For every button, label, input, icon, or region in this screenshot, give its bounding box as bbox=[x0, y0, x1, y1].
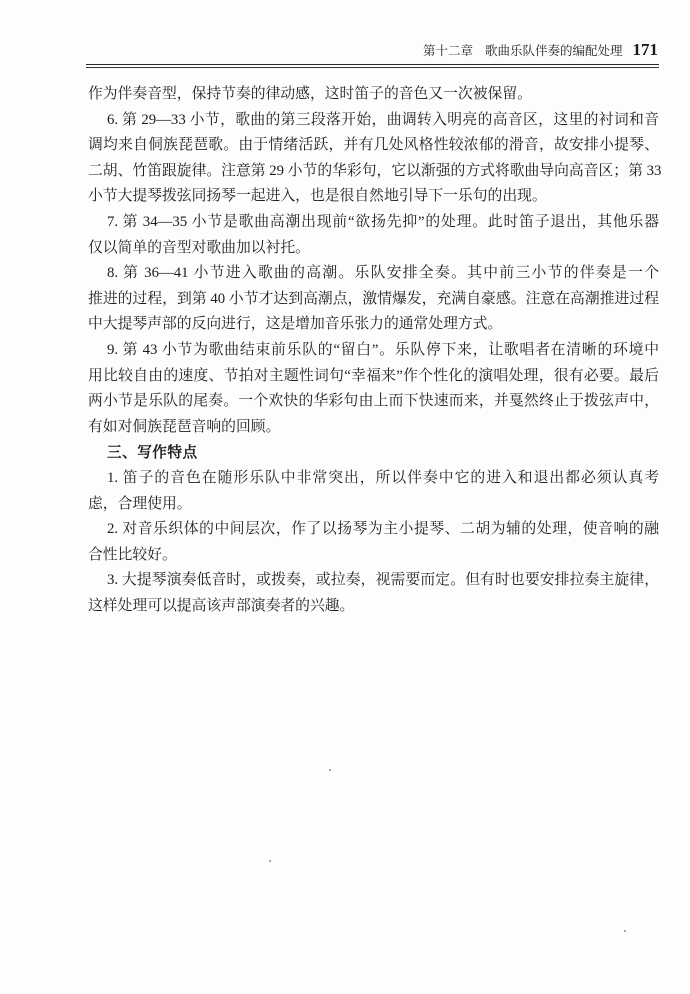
feature-item-1 bbox=[88, 466, 659, 517]
text-line: 二胡、竹笛跟旋律。注意第 29 小节的华彩句，它以渐强的方式将歌曲导向高音区；第 33 bbox=[88, 162, 662, 179]
page-number: 171 bbox=[632, 40, 658, 59]
running-head bbox=[423, 40, 658, 62]
text-line: 6. 第 29—33 小节，歌曲的第三段落开始，曲调转入明亮的高音区，这里的衬词和音 bbox=[107, 111, 659, 128]
text-line: 7. 第 34—35 小节是歌曲高潮出现前“欲扬先抑”的处理。此时笛子退出，其他乐器 bbox=[107, 213, 659, 230]
page-body bbox=[88, 82, 662, 619]
analysis-item-9 bbox=[88, 338, 659, 440]
text-line: 虑，合理使用。 bbox=[88, 495, 192, 512]
feature-item-2 bbox=[88, 517, 659, 568]
text-line: 两小节是乐队的尾奏。一个欢快的华彩句由上而下快速而来，并戛然终止于拨弦声中， bbox=[88, 393, 659, 410]
text-line: 2. 对音乐织体的中间层次，作了以扬琴为主小提琴、二胡为辅的处理，使音响的融 bbox=[107, 521, 659, 538]
scan-speck bbox=[624, 930, 626, 932]
text-line: 合性比较好。 bbox=[88, 546, 177, 563]
text-line: 这样处理可以提高该声部演奏者的兴趣。 bbox=[88, 597, 355, 614]
text-line: 调均来自侗族琵琶歌。由于情绪活跃，并有几处风格性较浓郁的滑音，故安排小提琴、 bbox=[88, 137, 659, 154]
analysis-item-8 bbox=[88, 261, 659, 338]
text-line: 小节大提琴拨弦同扬琴一起进入，也是很自然地引导下一乐句的出现。 bbox=[88, 188, 547, 205]
text-line: 用比较自由的速度、节拍对主题性词句“幸福来”作个性化的演唱处理，很有必要。最后 bbox=[88, 367, 659, 384]
text-line: 3. 大提琴演奏低音时，或拨奏，或拉奏，视需要而定。但有时也要安排拉奏主旋律， bbox=[107, 572, 659, 589]
text-line: 1. 笛子的音色在随形乐队中非常突出，所以伴奏中它的进入和退出都必须认真考 bbox=[107, 469, 659, 486]
analysis-item-7 bbox=[88, 210, 659, 261]
feature-item-3 bbox=[88, 568, 659, 619]
text-line: 作为伴奏音型，保持节奏的律动感，这时笛子的音色又一次被保留。 bbox=[88, 86, 532, 102]
text-line: 9. 第 43 小节为歌曲结束前乐队的“留白”。乐队停下来，让歌唱者在清晰的环境中 bbox=[107, 341, 659, 358]
chapter-label: 第十二章 bbox=[422, 43, 473, 58]
text-line: 有如对侗族琵琶音响的回顾。 bbox=[88, 418, 281, 435]
scan-speck bbox=[269, 860, 271, 862]
header-double-rule bbox=[86, 64, 659, 68]
continuation-paragraph bbox=[88, 82, 659, 108]
scan-speck bbox=[329, 769, 331, 771]
chapter-title: 歌曲乐队伴奏的编配处理 bbox=[484, 43, 623, 58]
text-line: 8. 第 36—41 小节进入歌曲的高潮。乐队安排全奏。其中前三小节的伴奏是一个 bbox=[107, 265, 659, 282]
text-line: 中大提琴声部的反向进行，这是增加音乐张力的通常处理方式。 bbox=[88, 316, 503, 333]
text-line: 推进的过程，到第 40 小节才达到高潮点，激情爆发，充满自豪感。注意在高潮推进过程 bbox=[88, 290, 659, 307]
section-heading: 三、写作特点 bbox=[107, 444, 198, 462]
analysis-item-6 bbox=[88, 108, 662, 210]
text-line: 仅以简单的音型对歌曲加以衬托。 bbox=[88, 239, 310, 256]
